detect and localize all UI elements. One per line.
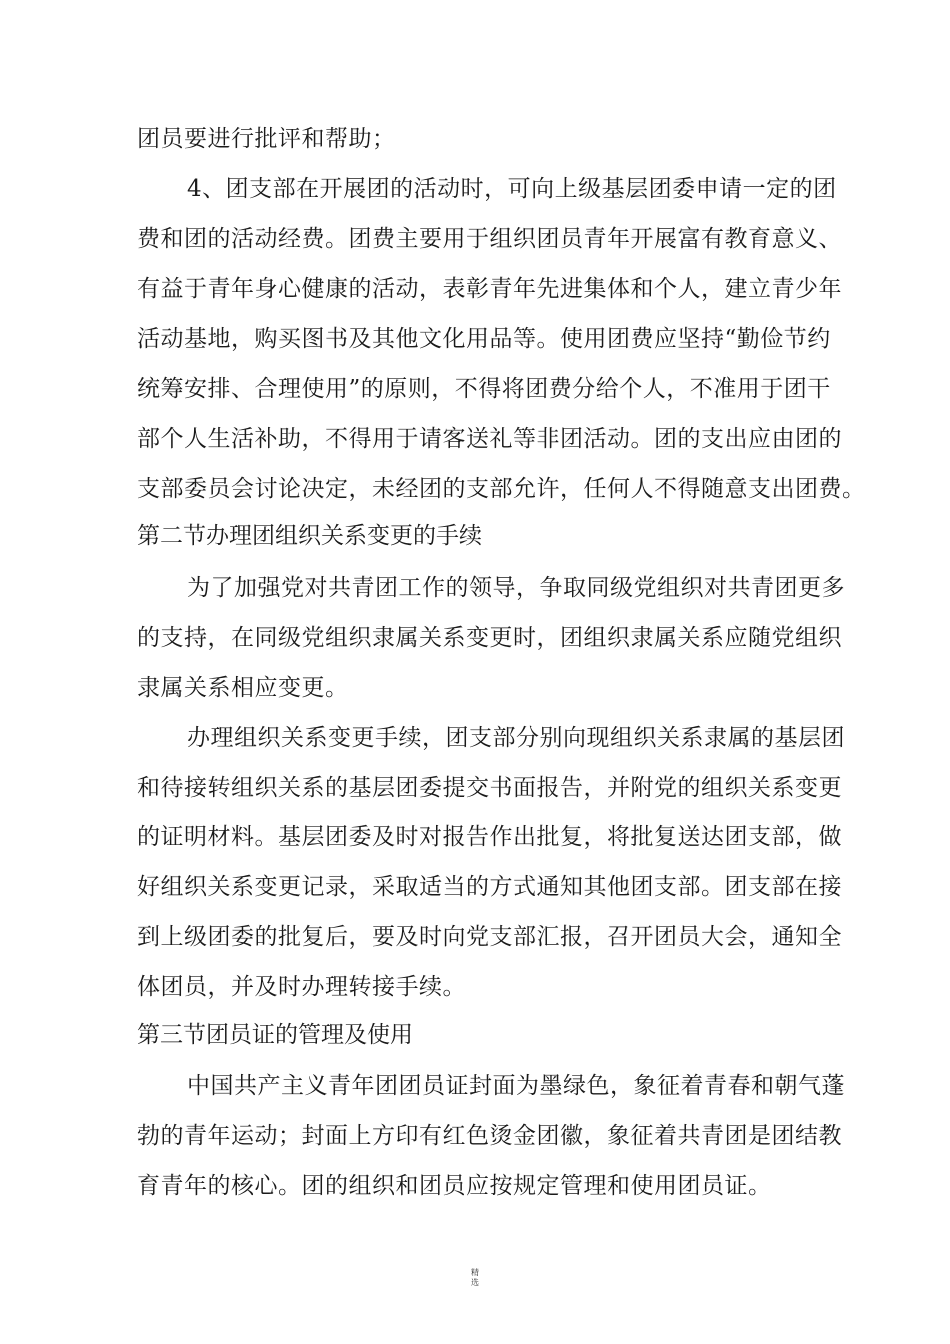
footer-char-1: 精	[471, 1268, 479, 1277]
text-line: 到上级团委的批复后，要及时向党支部汇报，召开团员大会，通知全	[137, 924, 842, 950]
text-line: 活动基地，购买图书及其他文化用品等。使用团费应坚持“勤俭节约	[137, 326, 831, 352]
paragraph-start-line: 办理组织关系变更手续，团支部分别向现组织关系隶属的基层团	[187, 725, 845, 751]
text-line: 的支持，在同级党组织隶属关系变更时，团组织隶属关系应随党组织	[137, 625, 842, 651]
text-line: 统筹安排、合理使用”的原则，不得将团费分给个人，不准用于团干	[137, 376, 831, 402]
paragraph-start-line: 为了加强党对共青团工作的领导，争取同级党组织对共青团更多	[187, 575, 845, 601]
text-line: 团员要进行批评和帮助；	[137, 126, 396, 152]
text-line: 部个人生活补助，不得用于请客送礼等非团活动。团的支出应由团的	[137, 426, 842, 452]
paragraph-start-line: 4、团支部在开展团的活动时，可向上级基层团委申请一定的团	[187, 176, 837, 202]
text-line: 费和团的活动经费。团费主要用于组织团员青年开展富有教育意义、	[137, 226, 842, 252]
text-line: 勃的青年运动；封面上方印有红色烫金团徽，象征着共青团是团结教	[137, 1123, 842, 1149]
text-line: 体团员，并及时办理转接手续。	[137, 974, 466, 1000]
paragraph-start-line: 中国共产主义青年团团员证封面为墨绿色，象征着青春和朝气蓬	[187, 1073, 845, 1099]
section-heading: 第二节办理团组织关系变更的手续	[137, 523, 482, 549]
text-line: 好组织关系变更记录，采取适当的方式通知其他团支部。团支部在接	[137, 874, 842, 900]
text-line: 和待接转组织关系的基层团委提交书面报告，并附党的组织关系变更	[137, 775, 842, 801]
section-heading: 第三节团员证的管理及使用	[137, 1022, 413, 1048]
text-line: 育青年的核心。团的组织和团员应按规定管理和使用团员证。	[137, 1173, 772, 1199]
text-line: 有益于青年身心健康的活动，表彰青年先进集体和个人，建立青少年	[137, 276, 842, 302]
text-line: 隶属关系相应变更。	[137, 675, 349, 701]
page-footer	[0, 1268, 950, 1288]
footer-char-2: 选	[471, 1278, 479, 1287]
text-line: 支部委员会讨论决定，未经团的支部允许，任何人不得随意支出团费。	[137, 476, 866, 502]
text-line: 的证明材料。基层团委及时对报告作出批复，将批复送达团支部，做	[137, 824, 842, 850]
